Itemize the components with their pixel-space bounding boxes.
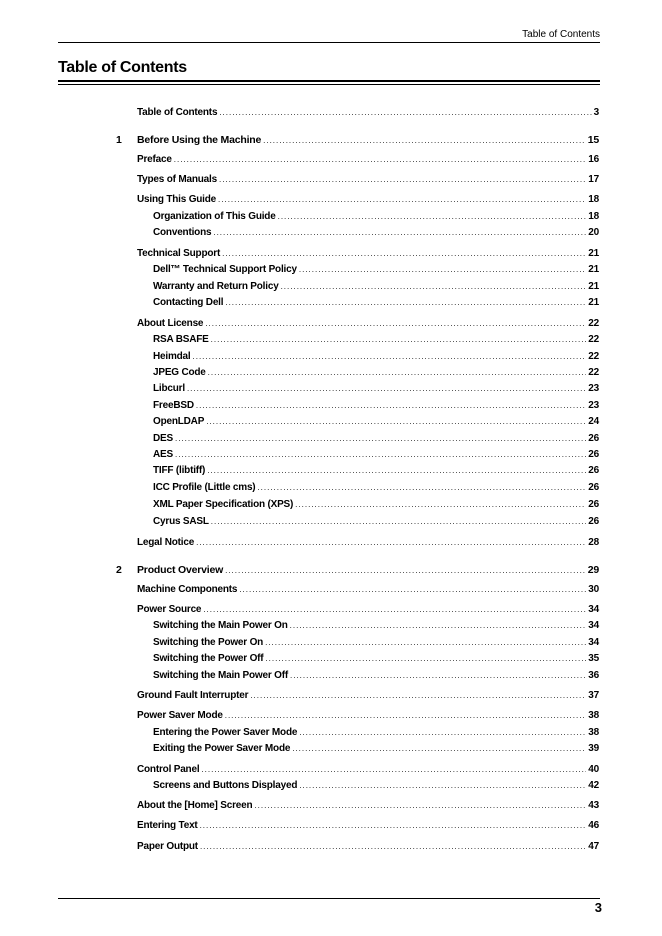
toc-entry-label: Technical Support bbox=[137, 248, 221, 259]
title-rule bbox=[58, 80, 600, 82]
toc-entry-page: 29 bbox=[587, 564, 599, 576]
toc-entry-page: 21 bbox=[588, 248, 599, 259]
dot-leader bbox=[254, 801, 586, 810]
title-rule-thin bbox=[58, 84, 600, 85]
toc-entry-page: 17 bbox=[588, 174, 599, 185]
chapter-number: 1 bbox=[116, 134, 122, 146]
toc-entry-label: Switching the Power Off bbox=[153, 653, 264, 664]
dot-leader bbox=[219, 175, 586, 184]
toc-chapter-entry[interactable] bbox=[137, 134, 599, 148]
toc-entry-page: 40 bbox=[588, 764, 599, 775]
page-number: 3 bbox=[594, 900, 602, 915]
toc-subentry[interactable] bbox=[153, 264, 599, 278]
toc-subentry[interactable] bbox=[153, 416, 599, 430]
toc-subentry[interactable] bbox=[153, 727, 599, 741]
toc-entry[interactable] bbox=[137, 841, 599, 855]
chapter-number: 2 bbox=[116, 564, 122, 576]
toc-entry[interactable] bbox=[137, 318, 599, 332]
dot-leader bbox=[265, 654, 586, 663]
toc-entry-label: Screens and Buttons Displayed bbox=[153, 780, 298, 791]
toc-entry-page: 18 bbox=[588, 194, 599, 205]
toc-entry-label: Entering Text bbox=[137, 820, 198, 831]
toc-subentry[interactable] bbox=[153, 367, 599, 381]
toc-subentry[interactable] bbox=[153, 516, 599, 530]
toc-entry-page: 26 bbox=[588, 449, 599, 460]
toc-subentry[interactable] bbox=[153, 780, 599, 794]
toc-entry-label: About the [Home] Screen bbox=[137, 800, 253, 811]
dot-leader bbox=[263, 136, 586, 145]
dot-leader bbox=[175, 434, 586, 443]
toc-entry[interactable] bbox=[137, 604, 599, 618]
toc-entry[interactable] bbox=[137, 764, 599, 778]
toc-entry[interactable] bbox=[137, 537, 599, 551]
dot-leader bbox=[203, 605, 586, 614]
toc-entry-label: Switching the Power On bbox=[153, 637, 264, 648]
toc-entry-page: 21 bbox=[588, 297, 599, 308]
toc-entry-label: Power Saver Mode bbox=[137, 710, 223, 721]
toc-entry[interactable] bbox=[137, 154, 599, 168]
toc-entry-page: 35 bbox=[588, 653, 599, 664]
toc-subentry[interactable] bbox=[153, 433, 599, 447]
toc-entry-label: Exiting the Power Saver Mode bbox=[153, 743, 291, 754]
header-rule bbox=[58, 42, 600, 43]
toc-entry-page: 28 bbox=[588, 537, 599, 548]
dot-leader bbox=[196, 401, 586, 410]
toc-entry-label: Libcurl bbox=[153, 383, 185, 394]
dot-leader bbox=[299, 265, 586, 274]
dot-leader bbox=[250, 691, 586, 700]
toc-entry-label: ICC Profile (Little cms) bbox=[153, 482, 256, 493]
toc-entry-page: 22 bbox=[588, 367, 599, 378]
toc-entry-label: Table of Contents bbox=[137, 107, 218, 118]
toc-subentry[interactable] bbox=[153, 297, 599, 311]
toc-subentry[interactable] bbox=[153, 653, 599, 667]
toc-entry-label: Control Panel bbox=[137, 764, 200, 775]
toc-entry[interactable] bbox=[137, 690, 599, 704]
toc-subentry[interactable] bbox=[153, 670, 599, 684]
toc-entry-page: 22 bbox=[588, 351, 599, 362]
toc-entry-label: Switching the Main Power Off bbox=[153, 670, 288, 681]
toc-entry-label: Legal Notice bbox=[137, 537, 195, 548]
toc-entry-label: DES bbox=[153, 433, 173, 444]
toc-entry-page: 34 bbox=[588, 604, 599, 615]
toc-entry[interactable] bbox=[137, 107, 599, 121]
toc-entry-label: Using This Guide bbox=[137, 194, 217, 205]
toc-subentry[interactable] bbox=[153, 465, 599, 479]
dot-leader bbox=[292, 744, 586, 753]
toc-entry-label: XML Paper Specification (XPS) bbox=[153, 499, 294, 510]
dot-leader bbox=[278, 212, 587, 221]
toc-entry-page: 21 bbox=[588, 281, 599, 292]
dot-leader bbox=[225, 298, 586, 307]
dot-leader bbox=[174, 155, 587, 164]
toc-entry-page: 26 bbox=[588, 499, 599, 510]
toc-entry-page: 23 bbox=[588, 400, 599, 411]
toc-entry-page: 30 bbox=[588, 584, 599, 595]
toc-entry[interactable] bbox=[137, 710, 599, 724]
toc-entry-page: 26 bbox=[588, 516, 599, 527]
toc-entry[interactable] bbox=[137, 584, 599, 598]
toc-entry-label: Types of Manuals bbox=[137, 174, 217, 185]
toc-entry-page: 24 bbox=[588, 416, 599, 427]
dot-leader bbox=[193, 352, 587, 361]
dot-leader bbox=[175, 450, 586, 459]
toc-entry-page: 47 bbox=[588, 841, 599, 852]
toc-entry-label: Dell™ Technical Support Policy bbox=[153, 264, 297, 275]
page-title: Table of Contents bbox=[58, 59, 187, 76]
toc-subentry[interactable] bbox=[153, 227, 599, 241]
toc-entry[interactable] bbox=[137, 174, 599, 188]
toc-entry-label: Contacting Dell bbox=[153, 297, 224, 308]
toc-entry-label: RSA BSAFE bbox=[153, 334, 209, 345]
toc-entry[interactable] bbox=[137, 248, 599, 262]
toc-entry-page: 23 bbox=[588, 383, 599, 394]
toc-entry-label: Heimdal bbox=[153, 351, 191, 362]
dot-leader bbox=[196, 538, 586, 547]
toc-entry-label: Entering the Power Saver Mode bbox=[153, 727, 298, 738]
toc-entry-page: 16 bbox=[588, 154, 599, 165]
running-header: Table of Contents bbox=[522, 29, 600, 40]
dot-leader bbox=[290, 621, 587, 630]
toc-entry-page: 34 bbox=[588, 620, 599, 631]
toc-entry-label: Paper Output bbox=[137, 841, 198, 852]
toc-entry-label: OpenLDAP bbox=[153, 416, 205, 427]
toc-entry-page: 39 bbox=[588, 743, 599, 754]
toc-subentry[interactable] bbox=[153, 400, 599, 414]
toc-entry-label: Before Using the Machine bbox=[137, 134, 262, 146]
toc-entry-label: Switching the Main Power On bbox=[153, 620, 288, 631]
toc-subentry[interactable] bbox=[153, 449, 599, 463]
toc-entry-label: Preface bbox=[137, 154, 172, 165]
toc-entry-page: 34 bbox=[588, 637, 599, 648]
dot-leader bbox=[295, 500, 586, 509]
toc-entry-label: Organization of This Guide bbox=[153, 211, 276, 222]
dot-leader bbox=[211, 517, 586, 526]
toc-entry[interactable] bbox=[137, 194, 599, 208]
toc-entry-page: 43 bbox=[588, 800, 599, 811]
dot-leader bbox=[239, 585, 586, 594]
dot-leader bbox=[281, 282, 587, 291]
toc-entry-label: Power Source bbox=[137, 604, 202, 615]
toc-entry-page: 22 bbox=[588, 334, 599, 345]
toc-entry-label: About License bbox=[137, 318, 204, 329]
toc-subentry[interactable] bbox=[153, 334, 599, 348]
toc-entry-page: 21 bbox=[588, 264, 599, 275]
toc-entry-page: 36 bbox=[588, 670, 599, 681]
toc-entry-label: Cyrus SASL bbox=[153, 516, 209, 527]
toc-entry-page: 22 bbox=[588, 318, 599, 329]
toc-entry-page: 46 bbox=[588, 820, 599, 831]
toc-entry-page: 37 bbox=[588, 690, 599, 701]
toc-entry-label: TIFF (libtiff) bbox=[153, 465, 206, 476]
toc-entry-page: 20 bbox=[588, 227, 599, 238]
toc-subentry[interactable] bbox=[153, 482, 599, 496]
dot-leader bbox=[211, 335, 587, 344]
dot-leader bbox=[265, 638, 586, 647]
dot-leader bbox=[290, 671, 586, 680]
dot-leader bbox=[187, 384, 586, 393]
dot-leader bbox=[257, 483, 586, 492]
toc-entry-page: 26 bbox=[588, 465, 599, 476]
toc-entry-page: 26 bbox=[588, 482, 599, 493]
toc-entry-label: JPEG Code bbox=[153, 367, 206, 378]
toc-entry-page: 3 bbox=[593, 107, 599, 118]
dot-leader bbox=[219, 108, 591, 117]
dot-leader bbox=[299, 781, 586, 790]
dot-leader bbox=[225, 711, 587, 720]
dot-leader bbox=[207, 466, 586, 475]
dot-leader bbox=[206, 417, 586, 426]
toc-chapter-entry[interactable] bbox=[137, 564, 599, 578]
dot-leader bbox=[213, 228, 586, 237]
toc-entry-label: Conventions bbox=[153, 227, 212, 238]
toc-subentry[interactable] bbox=[153, 211, 599, 225]
dot-leader bbox=[218, 195, 586, 204]
dot-leader bbox=[205, 319, 586, 328]
toc-entry-page: 18 bbox=[588, 211, 599, 222]
dot-leader bbox=[225, 566, 586, 575]
toc-entry-page: 38 bbox=[588, 727, 599, 738]
toc-entry-page: 42 bbox=[588, 780, 599, 791]
toc-entry-label: Warranty and Return Policy bbox=[153, 281, 279, 292]
dot-leader bbox=[222, 249, 586, 258]
toc-entry-page: 26 bbox=[588, 433, 599, 444]
toc-subentry[interactable] bbox=[153, 383, 599, 397]
dot-leader bbox=[299, 728, 586, 737]
dot-leader bbox=[200, 842, 586, 851]
toc-subentry[interactable] bbox=[153, 351, 599, 365]
toc-subentry[interactable] bbox=[153, 637, 599, 651]
toc-entry[interactable] bbox=[137, 820, 599, 834]
toc-entry-label: Machine Components bbox=[137, 584, 238, 595]
toc-subentry[interactable] bbox=[153, 281, 599, 295]
dot-leader bbox=[201, 765, 586, 774]
toc-entry-page: 38 bbox=[588, 710, 599, 721]
toc-entry-page: 15 bbox=[587, 134, 599, 146]
toc-entry-label: FreeBSD bbox=[153, 400, 194, 411]
toc-subentry[interactable] bbox=[153, 620, 599, 634]
dot-leader bbox=[208, 368, 587, 377]
toc-subentry[interactable] bbox=[153, 743, 599, 757]
toc-entry-label: Ground Fault Interrupter bbox=[137, 690, 249, 701]
toc-entry[interactable] bbox=[137, 800, 599, 814]
dot-leader bbox=[200, 821, 587, 830]
footer-rule bbox=[58, 898, 600, 899]
toc-entry-label: Product Overview bbox=[137, 564, 224, 576]
toc-subentry[interactable] bbox=[153, 499, 599, 513]
toc-entry-label: AES bbox=[153, 449, 173, 460]
